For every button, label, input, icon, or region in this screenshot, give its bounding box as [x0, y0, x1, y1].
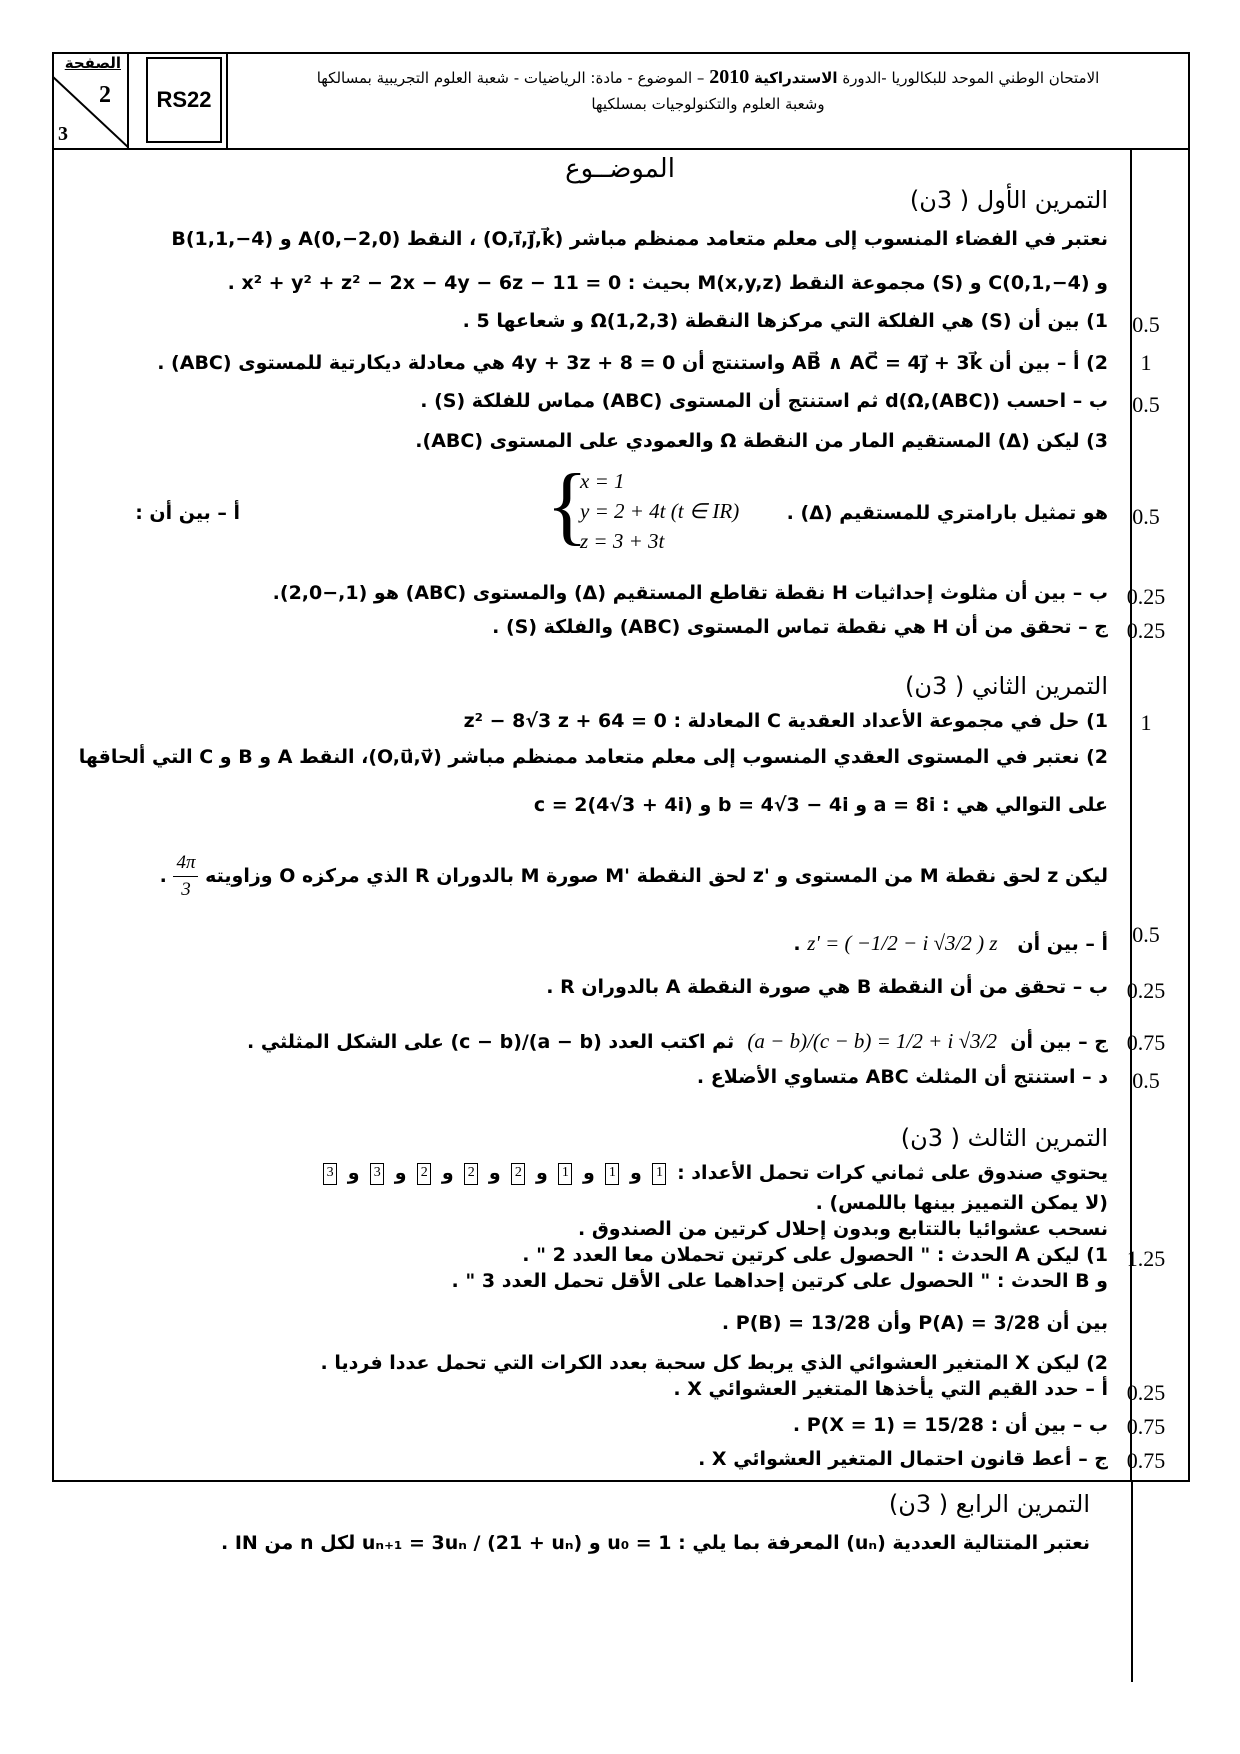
title-line2: وشعبة العلوم والتكنولوجيات بمسلكيها	[591, 95, 825, 113]
ex2-qc-formula: (a − b)/(c − b) = 1/2 + i √3/2	[747, 1029, 997, 1053]
ball-2: 1	[605, 1163, 619, 1185]
ex2-score-3: 0.25	[1126, 978, 1166, 1003]
ex3-score-1: 1.25	[1126, 1246, 1166, 1271]
ex1-heading: التمرين الأول ( 3ن)	[909, 186, 1108, 214]
ex1-score-2: 1	[1140, 350, 1152, 375]
ex1-score-3: 0.5	[1132, 392, 1160, 417]
ex2-q2: 2) نعتبر في المستوى العقدي المنسوب إلى معلم متعامد ممنظم مباشر (O,u⃗,v⃗)، النقط A و B و C التي ألحاقها	[78, 746, 1108, 768]
title-year: 2010	[709, 66, 750, 88]
exam-code: RS22	[146, 57, 222, 143]
param-eq-x: x = 1	[580, 469, 625, 493]
ex2-score-4: 0.75	[1126, 1030, 1166, 1055]
param-eq-z: z = 3 + 3t	[580, 529, 665, 553]
ball-3: 1	[558, 1163, 572, 1185]
ball-7: 3	[370, 1163, 384, 1185]
ex2-qd: د – استنتج أن المثلث ABC متساوي الأضلاع .	[696, 1066, 1108, 1088]
ex2-score-5: 0.5	[1132, 1068, 1160, 1093]
ex2-qa-text: أ – بين أن	[1017, 933, 1108, 955]
ex1-q3a: أ – بين أن :	[135, 502, 240, 524]
ex2-q2b: على التوالي هي : a = 8i و b = 4√3 − 4i و c = 2(4√3 + 4i)	[533, 794, 1108, 816]
ex3-q2: 2) ليكن X المتغير العشوائي الذي يربط كل سحبة بعدد الكرات التي تحمل عددا فرديا .	[320, 1352, 1108, 1374]
ex2-heading: التمرين الثاني ( 3ن)	[904, 672, 1108, 700]
ex2-score-2: 0.5	[1132, 922, 1160, 947]
ex3-line2: (لا يمكن التمييز بينها باللمس) .	[815, 1192, 1108, 1214]
title-part-b: الاستدراكية	[753, 69, 838, 87]
ex1-q3a-end: هو تمثيل بارامتري للمستقيم (Δ) .	[786, 502, 1108, 524]
ball-5: 2	[464, 1163, 478, 1185]
ex2-qa: أ – بين أن z' = ( −1/2 − i √3/2 ) z .	[793, 931, 1108, 955]
title-part-a: الامتحان الوطني الموحد للبكالوريا -الدورة	[837, 69, 1100, 87]
ex4-line1: نعتبر المتتالية العددية (uₙ) المعرفة بما يلي : u₀ = 1 و uₙ₊₁ = 3uₙ / (21 + uₙ) لكل n من IN .	[221, 1532, 1090, 1554]
ex3-q2a: أ – حدد القيم التي يأخذها المتغير العشوائي X .	[673, 1378, 1108, 1400]
ex3-q2b: ب – بين أن : P(X = 1) = 15/28 .	[792, 1414, 1108, 1436]
ball-8: 3	[323, 1163, 337, 1185]
score-column-stub	[1131, 1482, 1133, 1682]
ex2-q2c: ليكن z لحق نقطة M من المستوى و 'z لحق النقطة 'M صورة M بالدوران R الذي مركزه O وزاويته $\frac{4\pi}{3}$ .	[160, 850, 1108, 903]
system-brace: {	[546, 457, 589, 554]
ex1-q3b: ب – بين أن مثلوث إحداثيات H نقطة تقاطع المستقيم (Δ) والمستوى (ABC) هو (1,−2,0).	[272, 582, 1108, 604]
ex1-score-1: 0.5	[1132, 312, 1160, 337]
ex1-score-6: 0.25	[1126, 618, 1166, 643]
ex3-score-3: 0.75	[1126, 1414, 1166, 1439]
page-label: الصفحة	[64, 54, 121, 72]
ex1-q3: 3) ليكن (Δ) المستقيم المار من النقطة Ω والعمودي على المستوى (ABC).	[415, 430, 1108, 452]
ex1-score-5: 0.25	[1126, 584, 1166, 609]
ex3-heading: التمرين الثالث ( 3ن)	[900, 1124, 1108, 1152]
rotation-angle: $\frac{4\pi}{3}$	[173, 850, 198, 903]
ball-4: 2	[511, 1163, 525, 1185]
page-number-box	[52, 52, 129, 148]
ex4-heading: التمرين الرابع ( 3ن)	[888, 1490, 1090, 1518]
param-system	[580, 466, 739, 556]
ex3-line1: يحتوي صندوق على ثماني كرات تحمل الأعداد : 1 و 1 و 1 و 2 و 2 و 2 و 3 و 3	[319, 1160, 1108, 1186]
ex1-q2b: ب – احسب d(Ω,(ABC)) ثم استنتج أن المستوى (ABC) مماس للفلكة (S) .	[420, 390, 1108, 412]
ex1-q3c: ج – تحقق من أن H هي نقطة تماس المستوى (ABC) والفلكة (S) .	[492, 616, 1108, 638]
title-part-c: – الموضوع - مادة: الرياضيات - شعبة العلوم التجريبية بمسالكها	[316, 69, 705, 87]
ex2-qb: ب – تحقق من أن النقطة B هي صورة النقطة A بالدوران R .	[546, 976, 1108, 998]
ex2-score-1: 1	[1140, 710, 1152, 735]
ex3-q1b: و B الحدث : " الحصول على كرتين إحداهما على الأقل تحمل العدد 3 " .	[451, 1270, 1108, 1292]
ex2-q2c-text: ليكن z لحق نقطة M من المستوى و 'z لحق النقطة 'M صورة M بالدوران R الذي مركزه O وزاويته	[205, 865, 1108, 887]
ex1-q2a: 2) أ – بين أن AB⃗ ∧ AC⃗ = 4j⃗ + 3k⃗ واستنتج أن 4y + 3z + 8 = 0 هي معادلة ديكارتية للمستوى (ABC) .	[157, 352, 1108, 374]
exam-header	[52, 52, 1190, 150]
page-total: 3	[58, 123, 68, 145]
ex3-q1c: بين أن P(A) = 3/28 وأن P(B) = 13/28 .	[721, 1312, 1108, 1334]
ball-1: 1	[652, 1163, 666, 1185]
ex1-score-4: 0.5	[1132, 504, 1160, 529]
ex3-q2c: ج – أعط قانون احتمال المتغير العشوائي X .	[698, 1448, 1108, 1470]
exam-title	[226, 52, 1188, 148]
ex3-score-2: 0.25	[1126, 1380, 1166, 1405]
ex2-qc-a: ج – بين أن	[1010, 1031, 1108, 1053]
ex3-q1: 1) ليكن A الحدث : " الحصول على كرتين تحملان معا العدد 2 " .	[522, 1244, 1108, 1266]
ex1-line1: نعتبر في الفضاء المنسوب إلى معلم متعامد ممنظم مباشر (O,i⃗,j⃗,k⃗) ، النقط A(0,−2,0) و B(1,1,−4)	[171, 228, 1108, 250]
main-title: الموضــوع	[565, 154, 675, 184]
ex3-score-4: 0.75	[1126, 1448, 1166, 1473]
ex3-line3: نسحب عشوائيا بالتتابع وبدون إحلال كرتين من الصندوق .	[577, 1218, 1108, 1240]
ex1-line2: و C(0,1,−4) و (S) مجموعة النقط M(x,y,z) بحيث : x² + y² + z² − 2x − 4y − 6z − 11 = 0 .	[227, 272, 1108, 294]
ex2-qa-formula: z' = ( −1/2 − i √3/2 ) z	[807, 931, 998, 955]
ex3-line1-text: يحتوي صندوق على ثماني كرات تحمل الأعداد :	[677, 1162, 1108, 1184]
param-eq-y: y = 2 + 4t (t ∈ IR)	[580, 499, 740, 523]
page-current: 2	[99, 82, 111, 108]
ball-6: 2	[417, 1163, 431, 1185]
ex2-qc-b: ثم اكتب العدد (a − b)/(c − b) على الشكل المثلثي .	[246, 1031, 735, 1053]
ex2-qc	[247, 1028, 1108, 1055]
ex1-q1: 1) بين أن (S) هي الفلكة التي مركزها النقطة Ω(1,2,3) و شعاعها 5 .	[462, 310, 1108, 332]
ex2-q1: 1) حل في مجموعة الأعداد العقدية C المعادلة : z² − 8√3 z + 64 = 0	[463, 710, 1108, 732]
